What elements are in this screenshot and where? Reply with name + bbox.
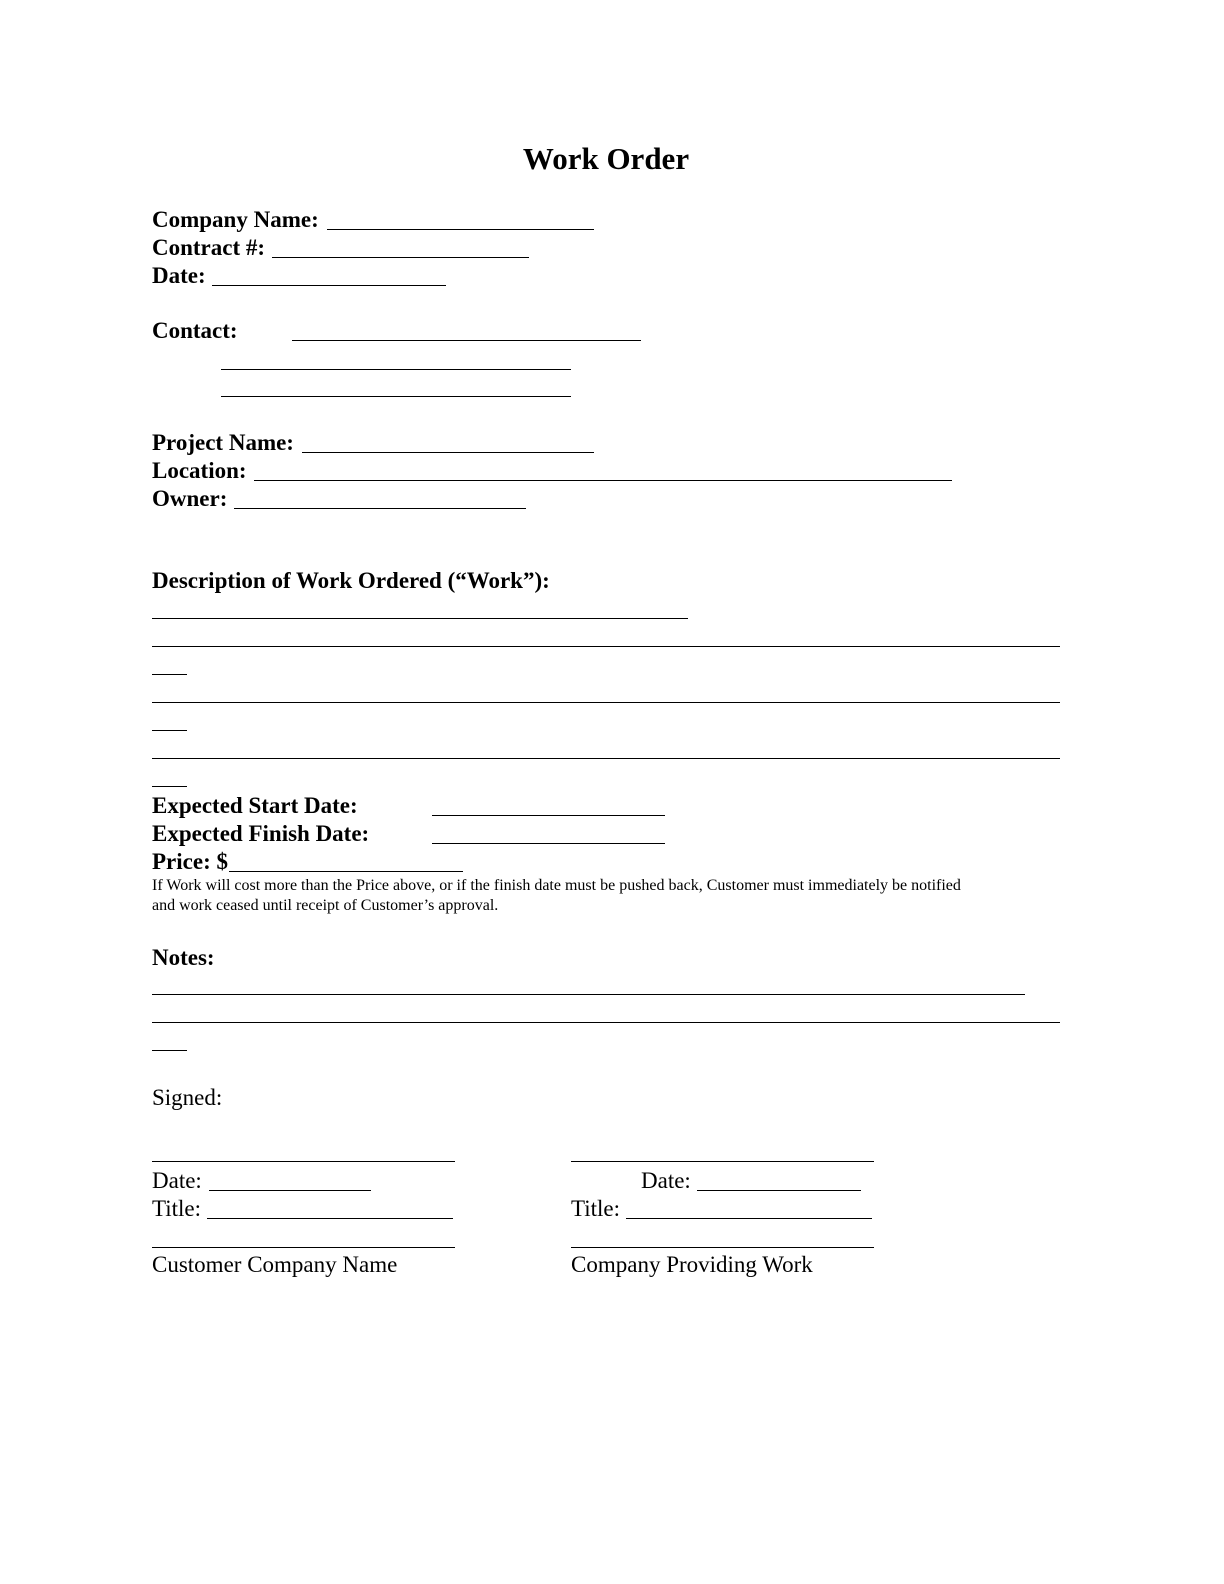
price-field[interactable] [229,871,463,872]
document-title: Work Order [522,141,690,176]
expected-finish-date-label: Expected Finish Date: [152,821,370,846]
customer-date-field[interactable] [209,1190,371,1191]
owner-label: Owner: [152,486,228,511]
owner-field[interactable] [234,508,526,509]
notes-line-2[interactable] [152,1022,1060,1023]
description-line-2-wrap [152,674,187,675]
price-notice-line-1: If Work will cost more than the Price above, or if the finish date must be pushed back, Customer must immediately be notified [152,877,961,894]
date-field[interactable] [212,285,446,286]
date-label: Date: [152,263,206,288]
expected-finish-date-field[interactable] [432,843,665,844]
provider-date-field[interactable] [697,1190,861,1191]
contact-field-2[interactable] [221,369,571,370]
notes-line-2-wrap [152,1050,187,1051]
notes-line-1[interactable] [152,994,1025,995]
description-line-4[interactable] [152,758,1060,759]
expected-start-date-label: Expected Start Date: [152,793,358,818]
location-field[interactable] [254,480,952,481]
description-line-4-wrap [152,786,187,787]
price-notice-line-2: and work ceased until receipt of Customer’s approval. [152,897,499,914]
description-line-3[interactable] [152,702,1060,703]
contract-number-label: Contract #: [152,235,266,260]
contact-field-1[interactable] [292,340,641,341]
company-name-field[interactable] [327,229,594,230]
price-label: Price: $ [152,849,228,874]
provider-date-label: Date: [641,1168,691,1193]
provider-signature-line[interactable] [571,1161,874,1162]
customer-title-label: Title: [152,1196,202,1221]
description-line-3-wrap [152,730,187,731]
location-label: Location: [152,458,247,483]
contact-field-3[interactable] [221,396,571,397]
provider-company-line[interactable] [571,1247,874,1248]
contact-label: Contact: [152,318,238,343]
customer-date-label: Date: [152,1168,202,1193]
customer-title-field[interactable] [207,1218,453,1219]
provider-title-field[interactable] [626,1218,872,1219]
project-name-field[interactable] [302,452,594,453]
customer-company-line[interactable] [152,1247,455,1248]
signed-label: Signed: [152,1085,223,1110]
provider-title-label: Title: [571,1196,621,1221]
customer-company-label: Customer Company Name [152,1252,398,1277]
expected-start-date-field[interactable] [432,815,665,816]
customer-signature-line[interactable] [152,1161,455,1162]
description-line-1[interactable] [152,618,688,619]
description-line-2[interactable] [152,646,1060,647]
contract-number-field[interactable] [272,257,529,258]
project-name-label: Project Name: [152,430,294,455]
provider-company-label: Company Providing Work [571,1252,813,1277]
company-name-label: Company Name: [152,207,319,232]
notes-label: Notes: [152,945,215,970]
description-label: Description of Work Ordered (“Work”): [152,568,550,593]
